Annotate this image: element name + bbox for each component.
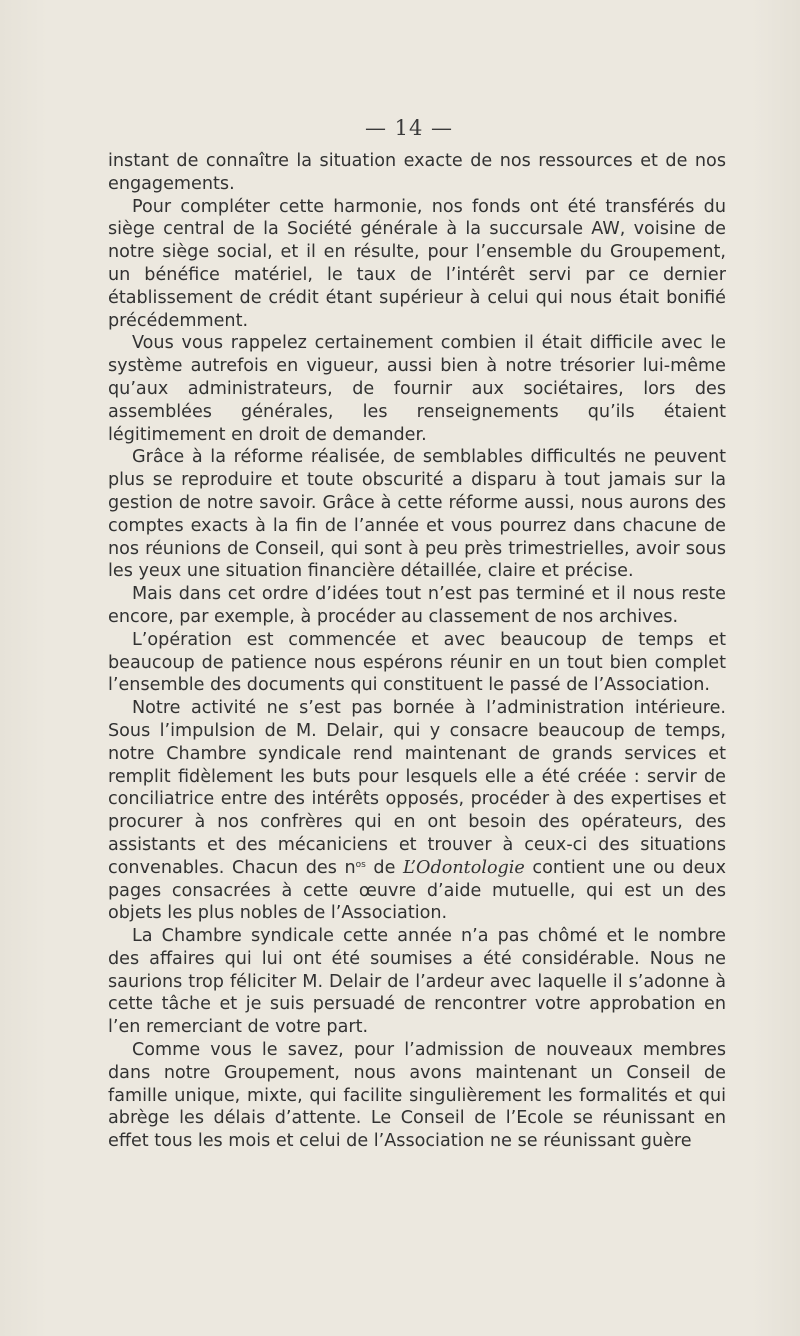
paragraph-7 bbox=[108, 697, 726, 925]
numero-superscript: os bbox=[355, 859, 366, 870]
paragraph-7-text-after: contient une ou deux pages consacrées à cette œuvre d’aide mutuelle, qui est un des objets les plus nobles de l’Association. bbox=[108, 857, 726, 924]
paragraph-8: La Chambre syndicale cette année n’a pas chômé et le nombre des affaires qui lui ont été soumises a été considérable. Nous ne saurions trop féliciter M. Delair de l’ardeur avec laquelle il s’adonne à cette tâche et je suis persuadé de rencontrer votre approbation en l’en remerciant de votre part. bbox=[108, 926, 726, 1038]
journal-title: L’Odontologie bbox=[402, 857, 525, 878]
body-text bbox=[108, 150, 726, 1153]
page-number: — 14 — bbox=[364, 116, 454, 140]
paragraph-7-text-before: Notre activité ne s’est pas bornée à l’administration intérieure. Sous l’impulsion de M. Delair, qui y consacre beaucoup de temps, notre Chambre syndicale rend maintenant de grands services et remplit fidèlement les buts pour lesquels elle a été créée : servir de conciliatrice entre des intérêts opposés, procéder à des expertises et procurer à nos confrères qui en ont besoin des opérateurs, des assistants et des mécaniciens et trouver à ceux-ci des situations convenables. Chacun des n bbox=[108, 698, 726, 878]
paragraph-7-text-middle: de bbox=[365, 857, 403, 878]
paragraph-4: Grâce à la réforme réalisée, de semblables difficultés ne peuvent plus se reproduire et toute obscurité a disparu à tout jamais sur la gestion de notre savoir. Grâce à cette réforme aussi, nous aurons des comptes exacts à la fin de l’année et vous pourrez dans chacune de nos réunions de Conseil, qui sont à peu près trimestrielles, avoir sous les yeux une situation financière détaillée, claire et précise. bbox=[108, 447, 726, 582]
paragraph-3: Vous vous rappelez certainement combien il était difficile avec le système autrefois en vigueur, aussi bien à notre trésorier lui-même qu’aux administrateurs, de fournir aux sociétaires, lors des assemblées générales, les renseignements qu’ils étaient légitimement en droit de demander. bbox=[108, 333, 726, 445]
paragraph-2: Pour compléter cette harmonie, nos fonds ont été transférés du siège central de la Société générale à la succursale AW, voisine de notre siège social, et il en résulte, pour l’ensemble du Groupement, un bénéfice matériel, le taux de l’intérêt servi par ce dernier établissement de crédit étant supérieur à celui qui nous était bonifié précédemment. bbox=[108, 196, 726, 331]
paragraph-1: instant de connaître la situation exacte de nos ressources et de nos engagements. bbox=[108, 151, 726, 194]
paragraph-9: Comme vous le savez, pour l’admission de nouveaux membres dans notre Groupement, nous avons maintenant un Conseil de famille unique, mixte, qui facilite singulièrement les formalités et qui abrège les délais d’attente. Le Conseil de l’Ecole se réunissant en effet tous les mois et celui de l’Association ne se réunissant guère bbox=[108, 1040, 726, 1152]
paragraph-6: L’opération est commencée et avec beaucoup de temps et beaucoup de patience nous espérons réunir en un tout bien complet l’ensemble des documents qui constituent le passé de l’Association. bbox=[108, 629, 726, 696]
paragraph-5: Mais dans cet ordre d’idées tout n’est pas terminé et il nous reste encore, par exemple, à procéder au classement de nos archives. bbox=[108, 584, 726, 627]
